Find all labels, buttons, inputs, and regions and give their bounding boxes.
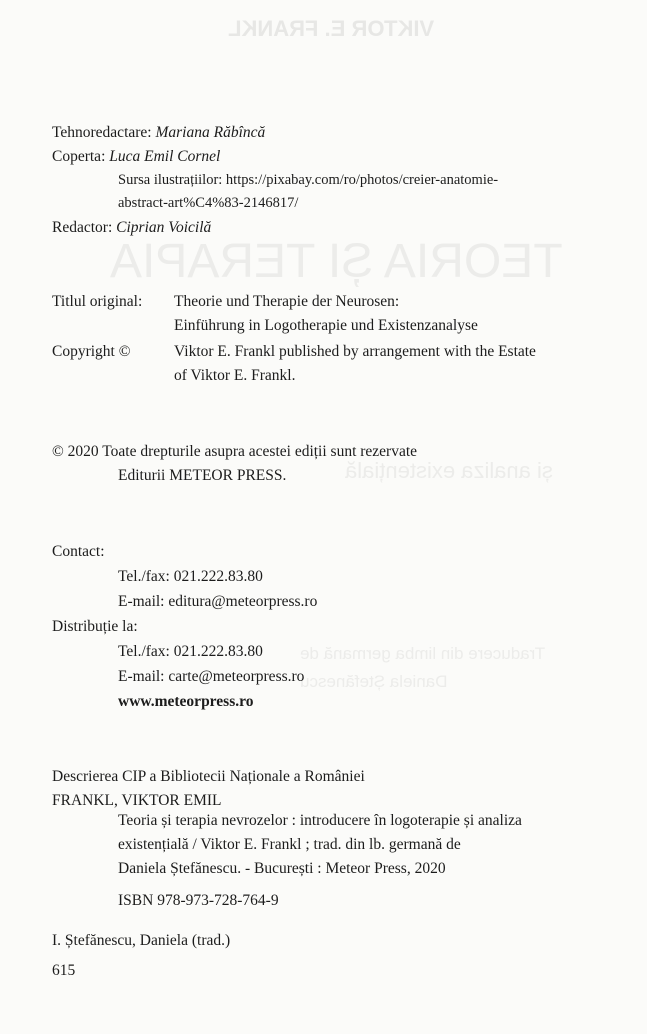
original-title-label: Titlul original: xyxy=(52,293,143,310)
copyright-line-1: Viktor E. Frankl published by arrangement with the Estate xyxy=(174,343,536,360)
cip-translator: I. Ștefănescu, Daniela (trad.) xyxy=(52,932,231,949)
tehnoredactare-label: Tehnoredactare: xyxy=(52,124,152,141)
original-title-line-1: Theorie und Therapie der Neurosen: xyxy=(174,293,400,310)
cip-line-2: existențială / Viktor E. Frankl ; trad. din lb. germană de xyxy=(118,836,461,853)
rights-line-2: Editurii METEOR PRESS. xyxy=(118,467,287,484)
redactor-label: Redactor: xyxy=(52,219,113,236)
cip-line-3: Daniela Ștefănescu. - București : Meteor Press, 2020 xyxy=(118,860,446,877)
distributie-email: E-mail: carte@meteorpress.ro xyxy=(118,668,305,685)
tehnoredactare-name: Mariana Răbîncă xyxy=(155,124,266,141)
contact-label: Contact: xyxy=(52,543,105,560)
copyright-line-2: of Viktor E. Frankl. xyxy=(174,367,296,384)
copyright-label: Copyright © xyxy=(52,343,131,360)
coperta-name: Luca Emil Cornel xyxy=(109,148,221,165)
bleed-through-header: VIKTOR E. FRANKL xyxy=(228,16,435,41)
coperta-line xyxy=(52,149,220,165)
sursa-line-1: Sursa ilustrațiilor: https://pixabay.com/ro/photos/creier-anatomie- xyxy=(118,172,499,188)
cip-class-code: 615 xyxy=(52,962,76,979)
cip-heading: Descrierea CIP a Bibliotecii Naționale a României xyxy=(52,768,365,785)
coperta-label: Coperta: xyxy=(52,148,106,165)
contact-tel: Tel./fax: 021.222.83.80 xyxy=(118,568,263,585)
bleed-through-title: TEORIA ȘI TERAPIA xyxy=(110,235,563,288)
bleed-through-translator-2: Daniela Ștefănescu xyxy=(300,672,448,691)
tehnoredactare-line xyxy=(52,125,265,141)
original-title-line-2: Einführung in Logotherapie und Existenzanalyse xyxy=(174,317,478,334)
contact-email: E-mail: editura@meteorpress.ro xyxy=(118,593,318,610)
distributie-label: Distribuție la: xyxy=(52,618,138,635)
redactor-line xyxy=(52,220,211,236)
cip-author: FRANKL, VIKTOR EMIL xyxy=(52,792,222,809)
isbn: ISBN 978-973-728-764-9 xyxy=(118,892,279,909)
bleed-through-translator-1: Traducere din limba germană de xyxy=(300,644,546,663)
bleed-through-subtitle: și analiza existențială xyxy=(345,458,553,483)
website-link: www.meteorpress.ro xyxy=(118,693,254,710)
distributie-tel: Tel./fax: 021.222.83.80 xyxy=(118,643,263,660)
rights-line-1: © 2020 Toate drepturile asupra acestei ediții sunt rezervate xyxy=(52,443,418,460)
redactor-name: Ciprian Voicilă xyxy=(116,219,212,236)
cip-line-1: Teoria și terapia nevrozelor : introducere în logoterapie și analiza xyxy=(118,812,522,829)
sursa-line-2: abstract-art%C4%83-2146817/ xyxy=(118,195,299,211)
